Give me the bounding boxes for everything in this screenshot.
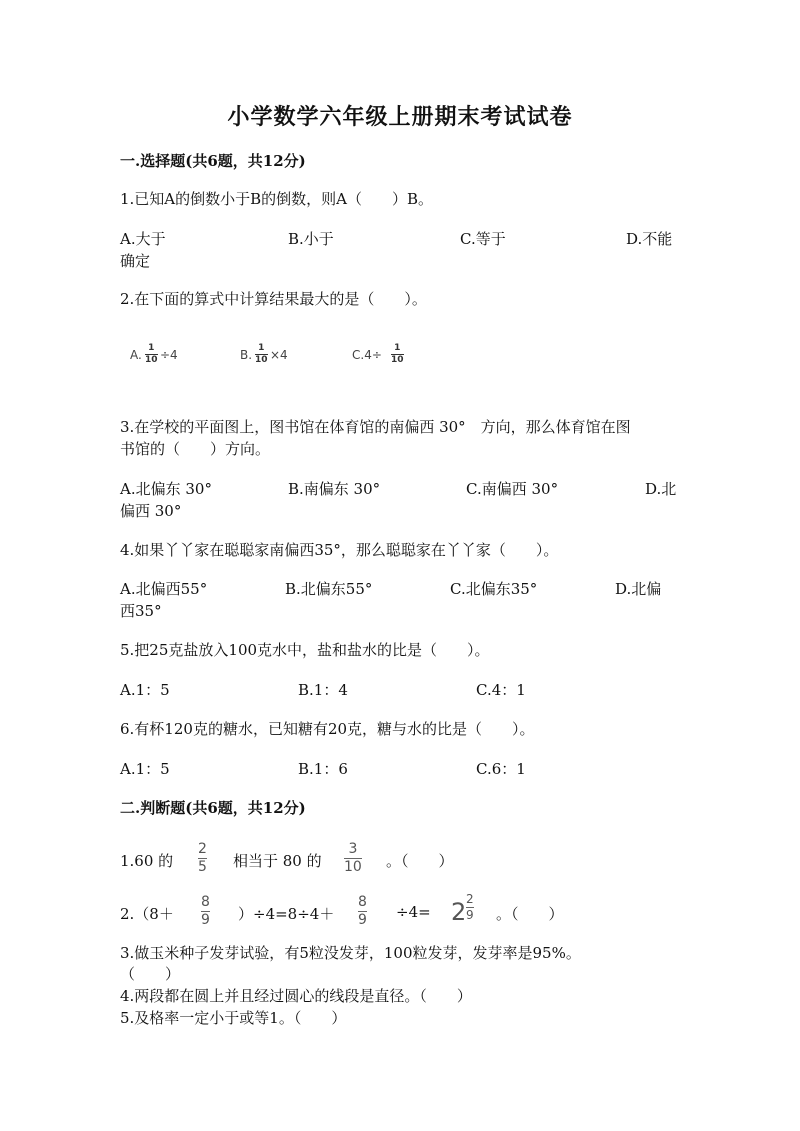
fraction-denominator: 9 [358,911,367,928]
question-2-stem: 2.在下面的算式中计算结果最大的是（ ）。 [120,290,427,308]
question-1-option-a: A.大于 [120,230,166,248]
judgment-2-text-c: ÷4= [396,903,431,921]
question-2-option-a-op: ÷4 [160,348,178,362]
judgment-1-fraction-b [344,842,362,874]
fraction-numerator: 2 [198,841,207,857]
fraction-denominator: 9 [201,911,210,928]
question-2-option-a-fraction [145,344,158,366]
question-1-option-c: C.等于 [460,230,506,248]
question-3-stem-line1: 3.在学校的平面图上，图书馆在体育馆的南偏西 30° 方向，那么体育馆在图 [120,418,631,436]
question-5-option-c: C.4：1 [476,681,526,699]
question-2-option-b-label: B. [240,348,253,362]
fraction-numerator: 2 [466,892,474,906]
question-3-stem-line2: 书馆的（ ）方向。 [120,440,271,458]
judgment-2-fraction-a [201,895,210,927]
question-6-option-b: B.1：6 [298,760,348,778]
page-title: 小学数学六年级上册期末考试试卷 [227,104,573,130]
fraction-numerator: 8 [358,894,367,910]
judgment-5-stem: 5.及格率一定小于或等1。（ ） [120,1009,347,1027]
section-heading-choice: 一.选择题(共6题，共12分) [120,152,306,170]
question-3-option-b: B.南偏东 30° [288,480,381,498]
question-2-option-c-fraction [391,344,404,366]
judgment-1-text-b: 相当于 80 的 [233,852,322,870]
question-5-option-b: B.1：4 [298,681,348,699]
question-1-option-d: D.不能 [626,230,673,248]
question-3-option-d: D.北 [645,480,677,498]
fraction-denominator: 5 [198,858,207,875]
question-1-option-d-cont: 确定 [120,252,151,270]
judgment-1-fraction-a [198,842,207,874]
question-2-option-c-label: C.4÷ [352,348,382,362]
question-6-stem: 6.有杯120克的糖水，已知糖有20克，糖与水的比是（ ）。 [120,720,535,738]
judgment-4-stem: 4.两段都在圆上并且经过圆心的线段是直径。（ ） [120,987,472,1005]
question-1-option-b: B.小于 [288,230,334,248]
question-3-option-a: A.北偏东 30° [120,480,212,498]
fraction-numerator: 1 [258,343,265,353]
question-4-option-d-cont: 西35° [120,602,162,620]
question-4-option-b: B.北偏东55° [285,580,373,598]
judgment-1-text-c: 。（ ） [386,852,454,870]
question-1-stem: 1.已知A的倒数小于B的倒数，则A（ ）B。 [120,190,434,208]
fraction-numerator: 3 [348,841,358,857]
judgment-2-mixed-whole: 2 [451,898,467,926]
section-heading-judgment: 二.判断题(共6题，共12分) [120,799,306,817]
question-6-option-a: A.1：5 [120,760,170,778]
question-2-option-b-fraction [255,344,268,366]
fraction-numerator: 1 [148,343,155,353]
judgment-2-text-d: 。（ ） [496,905,564,923]
fraction-denominator: 10 [391,355,404,366]
fraction-denominator: 10 [344,858,362,875]
question-4-stem: 4.如果丫丫家在聪聪家南偏西35°，那么聪聪家在丫丫家（ ）。 [120,541,559,559]
fraction-denominator: 10 [255,355,268,366]
question-5-option-a: A.1：5 [120,681,170,699]
judgment-2-mixed-fraction [466,893,474,921]
fraction-denominator: 9 [466,907,474,922]
judgment-3-line1: 3.做玉米种子发芽试验，有5粒没发芽，100粒发芽，发芽率是95%。 [120,944,581,962]
question-3-option-c: C.南偏西 30° [466,480,559,498]
question-5-stem: 5.把25克盐放入100克水中，盐和盐水的比是（ ）。 [120,641,490,659]
question-4-option-c: C.北偏东35° [450,580,538,598]
judgment-2-fraction-b [358,895,367,927]
question-6-option-c: C.6：1 [476,760,526,778]
fraction-denominator: 10 [145,355,158,366]
judgment-2-text-b: ）÷4=8÷4＋ [238,905,335,923]
judgment-2-text-a: 2.（8＋ [120,905,174,923]
fraction-numerator: 8 [201,894,210,910]
question-2-option-a-label: A. [130,348,142,362]
question-3-option-d-cont: 偏西 30° [120,502,182,520]
question-2-option-b-op: ×4 [270,348,288,362]
judgment-3-line2: （ ） [120,965,181,983]
fraction-numerator: 1 [394,343,401,353]
judgment-1-text-a: 1.60 的 [120,852,174,870]
question-4-option-a: A.北偏西55° [120,580,208,598]
question-4-option-d: D.北偏 [615,580,662,598]
